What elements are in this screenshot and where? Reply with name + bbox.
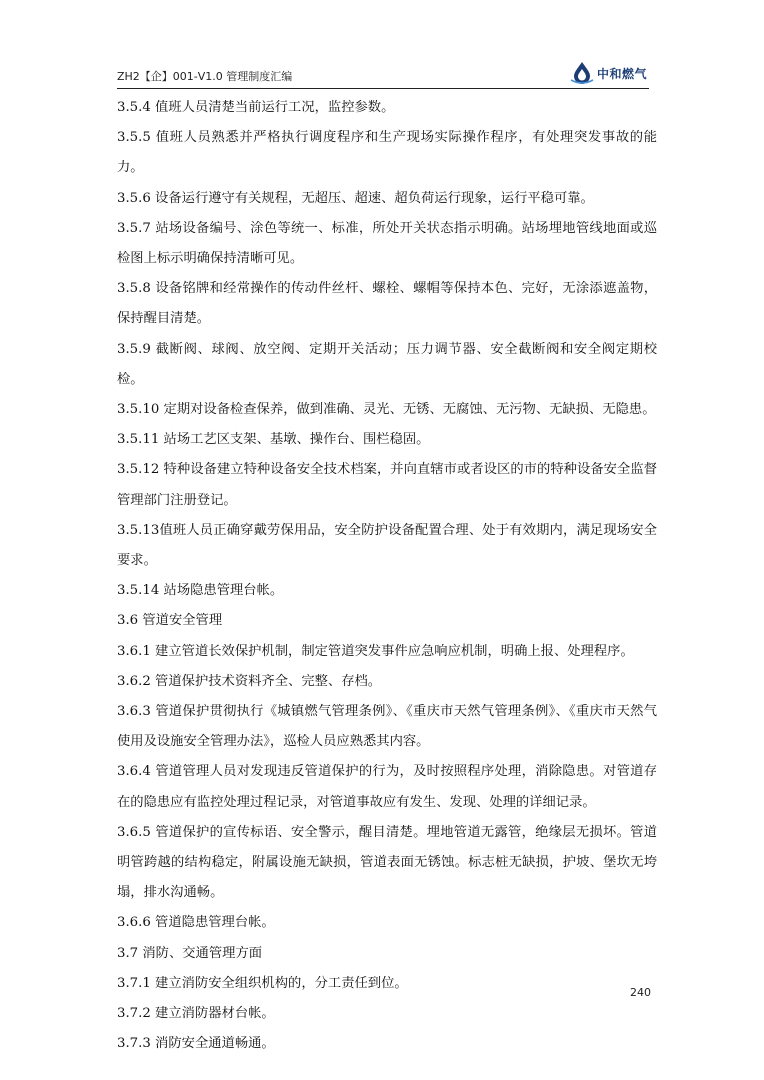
paragraph-3-6-4: 3.6.4 管道管理人员对发现违反管道保护的行为，及时按照程序处理，消除隐患。对管道存在的隐患应有监控处理过程记录，对管道事故应有发生、发现、处理的详细记录。 bbox=[117, 764, 657, 810]
paragraph-3-5-9: 3.5.9 截断阀、球阀、放空阀、定期开关活动；压力调节器、安全截断阀和安全阀定期校检。 bbox=[117, 341, 657, 387]
page-header bbox=[117, 58, 649, 89]
document-title: ZH2【企】001-V1.0 管理制度汇编 bbox=[117, 70, 293, 83]
paragraph-3-7-2: 3.7.2 建立消防器材台帐。 bbox=[117, 1006, 275, 1022]
section-heading-3-6: 3.6 管道安全管理 bbox=[117, 613, 223, 629]
paragraph-3-5-5: 3.5.5 值班人员熟悉并严格执行调度程序和生产现场实际操作程序，有处理突发事故的能力。 bbox=[117, 130, 657, 176]
paragraph-3-6-2: 3.6.2 管道保护技术资料齐全、完整、存档。 bbox=[117, 673, 382, 689]
section-heading-3-7: 3.7 消防、交通管理方面 bbox=[117, 945, 263, 961]
paragraph-3-6-1: 3.6.1 建立管道长效保护机制，制定管道突发事件应急响应机制，明确上报、处理程序。 bbox=[117, 643, 634, 659]
paragraph-3-5-12: 3.5.12 特种设备建立特种设备安全技术档案，并向直辖市或者设区的市的特种设备安全监督管理部门注册登记。 bbox=[117, 462, 657, 508]
flame-drop-logo-icon bbox=[569, 61, 595, 85]
document-body bbox=[117, 93, 657, 1060]
paragraph-3-6-5: 3.6.5 管道保护的宣传标语、安全警示，醒目清楚。埋地管道无露管，绝缘层无损坏。管道明管跨越的结构稳定，附属设施无缺损，管道表面无锈蚀。标志桩无缺损，护坡、堡坎无垮塌，排水沟通畅。 bbox=[117, 824, 657, 901]
paragraph-3-7-1: 3.7.1 建立消防安全组织机构的，分工责任到位。 bbox=[117, 975, 408, 991]
paragraph-3-5-4: 3.5.4 值班人员清楚当前运行工况，监控参数。 bbox=[117, 100, 395, 115]
paragraph-3-6-6: 3.6.6 管道隐患管理台帐。 bbox=[117, 915, 275, 931]
page-number: 240 bbox=[630, 986, 651, 999]
paragraph-3-5-10: 3.5.10 定期对设备检查保养，做到准确、灵光、无锈、无腐蚀、无污物、无缺损、无隐患。 bbox=[117, 402, 656, 418]
paragraph-3-6-3: 3.6.3 管道保护贯彻执行《城镇燃气管理条例》、《重庆市天然气管理条例》、《重庆市天然气使用及设施安全管理办法》，巡检人员应熟悉其内容。 bbox=[117, 704, 657, 750]
paragraph-3-5-7: 3.5.7 站场设备编号、涂色等统一、标准，所处开关状态指示明确。站场埋地管线地面或巡检图上标示明确保持清晰可见。 bbox=[117, 220, 657, 267]
logo-text: 中和燃气 bbox=[596, 66, 647, 81]
paragraph-3-5-6: 3.5.6 设备运行遵守有关规程，无超压、超速、超负荷运行现象，运行平稳可靠。 bbox=[117, 190, 594, 206]
company-logo bbox=[569, 61, 647, 85]
paragraph-3-5-11: 3.5.11 站场工艺区支架、基墩、操作台、围栏稳固。 bbox=[117, 432, 430, 448]
paragraph-3-5-14: 3.5.14 站场隐患管理台帐。 bbox=[117, 583, 284, 599]
paragraph-3-7-3: 3.7.3 消防安全通道畅通。 bbox=[117, 1036, 275, 1052]
paragraph-3-5-13: 3.5.13值班人员正确穿戴劳保用品，安全防护设备配置合理、处于有效期内，满足现场安全要求。 bbox=[117, 522, 657, 569]
paragraph-3-5-8: 3.5.8 设备铭牌和经常操作的传动件丝杆、螺栓、螺帽等保持本色、完好，无涂添遮盖物，保持醒目清楚。 bbox=[117, 281, 657, 327]
